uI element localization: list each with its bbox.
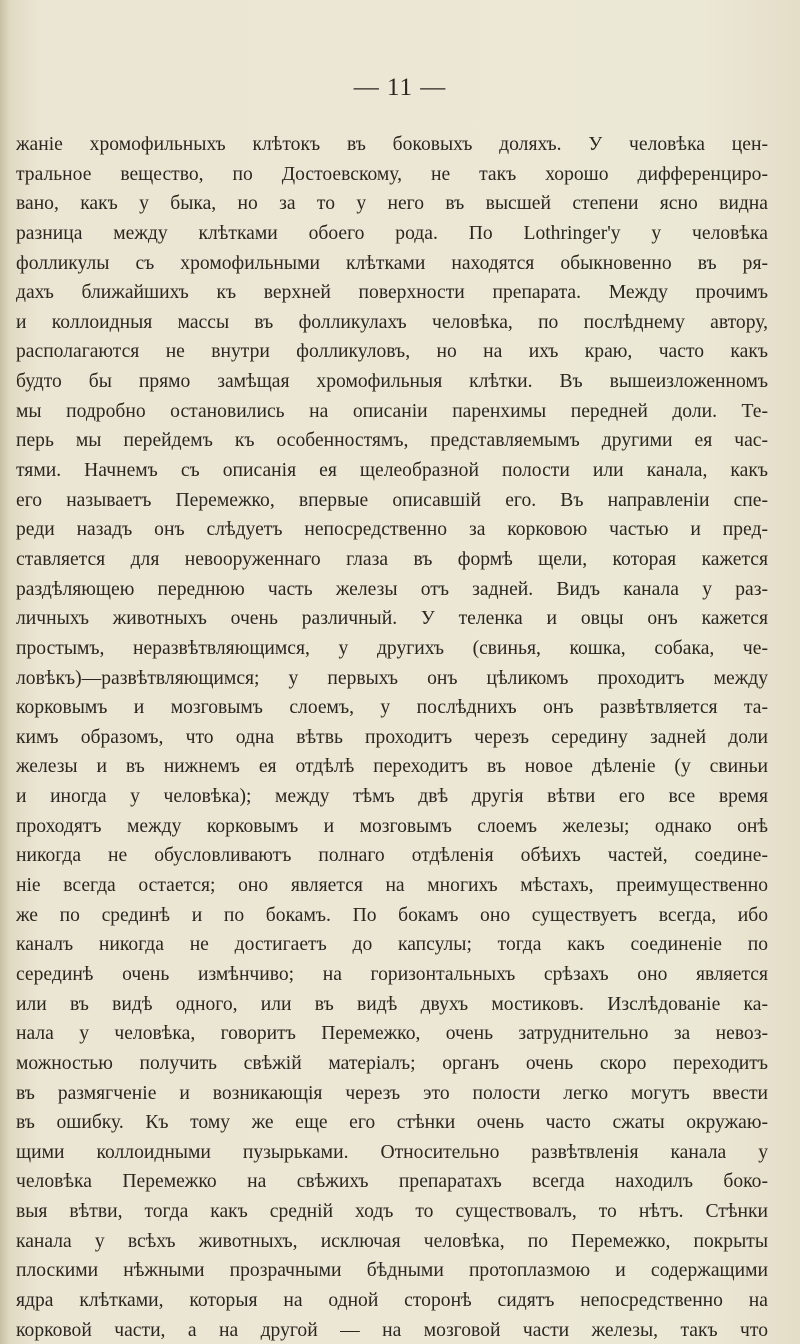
text-line: и коллоидныя массы въ фолликулахъ человѣка, по послѣднему автору, <box>16 311 768 333</box>
text-line: проходятъ между корковымъ и мозговымъ слоемъ железы; однако онѣ <box>16 815 768 837</box>
text-line: железы и въ нижнемъ ея отдѣлѣ переходитъ въ новое дѣленіе (у свиньи <box>16 756 768 778</box>
text-line: въ размягченіе и возникающія черезъ это полости легко могутъ ввести <box>16 1082 768 1104</box>
text-line: и иногда у человѣка); между тѣмъ двѣ другія вѣтви его все время <box>16 786 768 808</box>
text-line: разница между клѣтками обоего рода. По Lothringer'у у человѣка <box>16 222 768 244</box>
text-line: мы подробно остановились на описаніи паренхимы передней доли. Те- <box>16 400 768 422</box>
text-line: никогда не обусловливаютъ полнаго отдѣленія обѣихъ частей, соедине- <box>16 845 768 867</box>
text-line: ставляется для невооруженнаго глаза въ формѣ щели, которая кажется <box>16 548 768 570</box>
text-line: его называетъ Перемежко, впервые описавшій его. Въ направленіи спе- <box>16 489 768 511</box>
text-line: плоскими нѣжными прозрачными бѣдными протоплазмою и содержащими <box>16 1260 768 1282</box>
text-line: ядра клѣтками, которыя на одной сторонѣ сидятъ непосредственно на <box>16 1289 768 1311</box>
text-line: фолликулы съ хромофильными клѣтками находятся обыкновенно въ ря- <box>16 252 768 274</box>
text-line: корковымъ и мозговымъ слоемъ, у послѣднихъ онъ развѣтвляется та- <box>16 697 768 719</box>
text-line: каналъ никогда не достигаетъ до капсулы; тогда какъ соединеніе по <box>16 934 768 956</box>
text-line: нала у человѣка, говоритъ Перемежко, очень затруднительно за невоз- <box>16 1023 768 1045</box>
text-line: же по срединѣ и по бокамъ. По бокамъ оно существуетъ всегда, ибо <box>16 904 768 926</box>
text-line: въ ошибку. Къ тому же еще его стѣнки очень часто сжаты окружаю- <box>16 1112 768 1134</box>
page-edge-shadow <box>0 0 10 1344</box>
text-line: ніе всегда остается; оно является на многихъ мѣстахъ, преимущественно <box>16 875 768 897</box>
body-text <box>16 130 768 1344</box>
text-line: тральное вещество, по Достоевскому, не такъ хорошо дифференциро- <box>16 163 768 185</box>
text-line: можностью получить свѣжій матеріалъ; органъ очень скоро переходитъ <box>16 1052 768 1074</box>
text-line: личныхъ животныхъ очень различный. У теленка и овцы онъ кажется <box>16 608 768 630</box>
text-line: корковой части, а на другой — на мозговой части железы, такъ что <box>16 1319 768 1341</box>
text-line: канала у всѣхъ животныхъ, исключая человѣка, по Перемежко, покрыты <box>16 1230 768 1252</box>
text-line: дахъ ближайшихъ къ верхней поверхности препарата. Между прочимъ <box>16 282 768 304</box>
text-line: ловѣкъ)—развѣтвляющимся; у первыхъ онъ цѣликомъ проходитъ между <box>16 667 768 689</box>
text-line: человѣка Перемежко на свѣжихъ препаратахъ всегда находилъ боко- <box>16 1171 768 1193</box>
text-line: серединѣ очень измѣнчиво; на горизонтальныхъ срѣзахъ оно является <box>16 963 768 985</box>
text-line: или въ видѣ одного, или въ видѣ двухъ мостиковъ. Изслѣдованіе ка- <box>16 993 768 1015</box>
text-line: перь мы перейдемъ къ особенностямъ, представляемымъ другими ея час- <box>16 430 768 452</box>
page-number: — 11 — <box>353 74 447 101</box>
text-line: вано, какъ у быка, но за то у него въ высшей степени ясно видна <box>16 193 768 215</box>
text-line: выя вѣтви, тогда какъ средній ходъ то существовалъ, то нѣтъ. Стѣнки <box>16 1201 768 1223</box>
text-line: будто бы прямо замѣщая хромофильныя клѣтки. Въ вышеизложенномъ <box>16 371 768 393</box>
text-line: располагаются не внутри фолликуловъ, но на ихъ краю, часто какъ <box>16 341 768 363</box>
text-line: тями. Начнемъ съ описанія ея щелеобразной полости или канала, какъ <box>16 460 768 482</box>
text-line: жаніе хромофильныхъ клѣтокъ въ боковыхъ доляхъ. У человѣка цен- <box>16 134 768 155</box>
text-line: реди назадъ онъ слѣдуетъ непосредственно за корковою частью и пред- <box>16 519 768 541</box>
text-line: кимъ образомъ, что одна вѣтвь проходитъ черезъ середину задней доли <box>16 726 768 748</box>
text-line: щими коллоидными пузырьками. Относительно развѣтвленія канала у <box>16 1141 768 1163</box>
text-line: раздѣляющею переднюю часть железы отъ задней. Видъ канала у раз- <box>16 578 768 600</box>
text-line: простымъ, неразвѣтвляющимся, у другихъ (свинья, кошка, собака, че- <box>16 637 768 659</box>
